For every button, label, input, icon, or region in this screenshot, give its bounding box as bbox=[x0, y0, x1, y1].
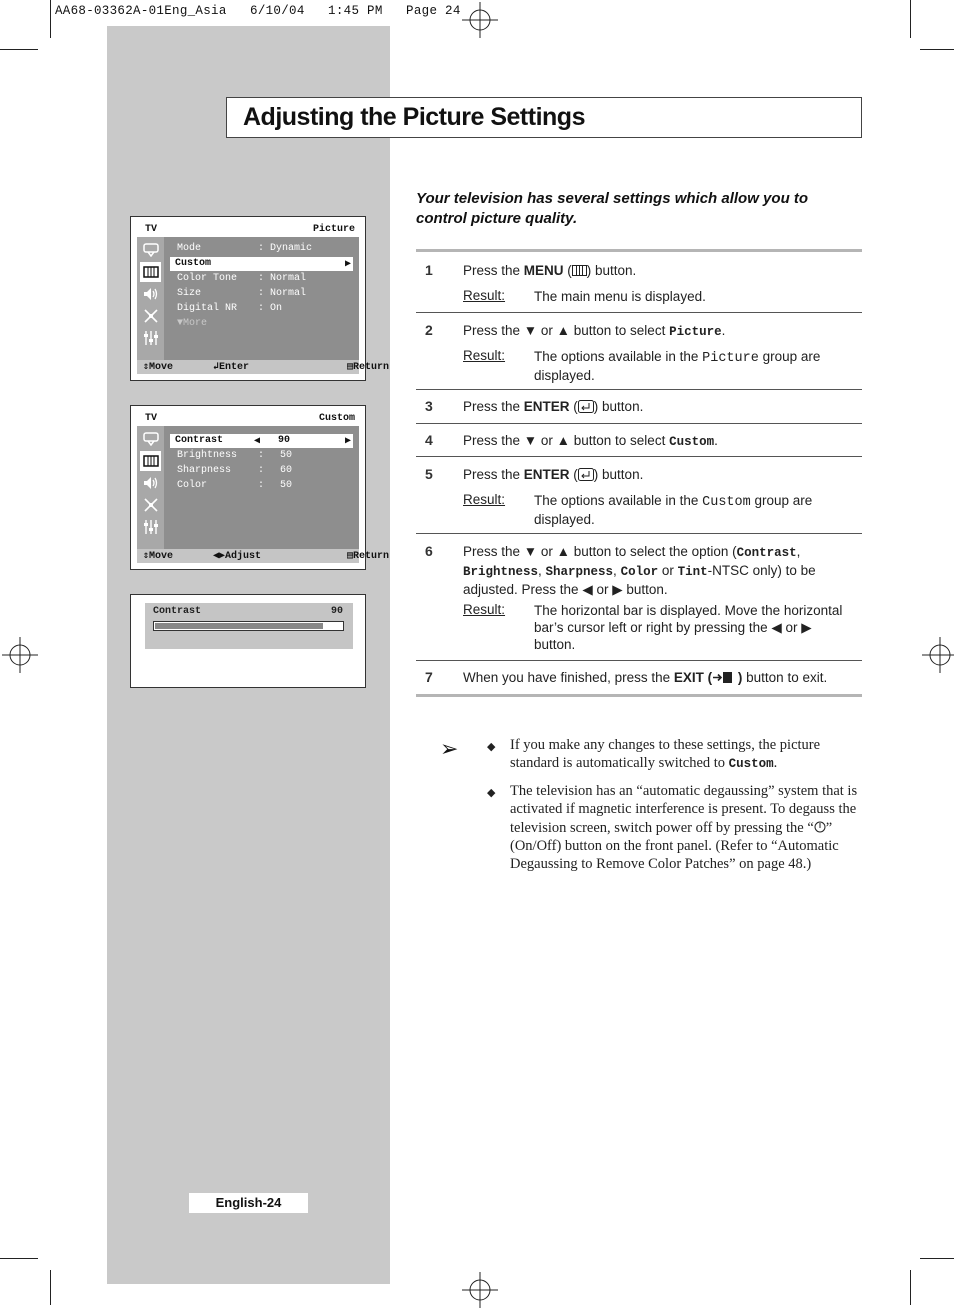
row-divider bbox=[416, 389, 862, 390]
crop-mark bbox=[0, 49, 38, 50]
row-divider bbox=[416, 312, 862, 313]
setup-icon bbox=[140, 328, 161, 348]
menu-icon bbox=[572, 265, 587, 276]
step-number: 6 bbox=[425, 543, 433, 559]
return-hint: ▤ Return bbox=[346, 551, 390, 562]
step-2-text: Press the ▼ or ▲ button to select Picture. bbox=[463, 323, 726, 339]
step-1-result: The main menu is displayed. bbox=[534, 289, 706, 304]
step-5-text: Press the ENTER ( ) button. bbox=[463, 467, 644, 482]
osd-top-left: TV bbox=[145, 413, 158, 424]
step-number: 5 bbox=[425, 466, 433, 482]
right-arrow-icon: ▶ bbox=[344, 259, 351, 270]
step-6-result: The horizontal bar is displayed. Move the horizontal bar’s cursor left or right by pressing the ◀ or ▶ button. bbox=[534, 603, 843, 652]
input-icon bbox=[140, 240, 161, 260]
enter-hint: ↲ Enter bbox=[213, 362, 250, 373]
picture-icon bbox=[140, 262, 161, 282]
note-1: If you make any changes to these settings, the picture standard is automatically switched to Custom. bbox=[510, 737, 821, 772]
page-number: English-24 bbox=[189, 1193, 308, 1213]
osd-row-custom: Custom ▶ bbox=[170, 257, 353, 271]
step-5-result: The options available in the Custom group are displayed. bbox=[534, 493, 813, 527]
right-arrow-icon: ▶ bbox=[344, 436, 351, 447]
bar-value: 90 bbox=[330, 606, 343, 617]
move-hint: ⇕ Move bbox=[143, 551, 174, 562]
bar-label: Contrast bbox=[153, 606, 202, 617]
osd-row-size: Size : Normal bbox=[177, 288, 307, 299]
input-icon bbox=[140, 429, 161, 449]
move-hint: ⇕ Move bbox=[143, 362, 174, 373]
diamond-bullet-icon: ◆ bbox=[487, 741, 496, 753]
crop-mark bbox=[50, 0, 51, 38]
step-6-text: Press the ▼ or ▲ button to select the option (Contrast, Brightness, Sharpness, Color or Tint-NTSC only) to be adjusted. Press the ◀ or ▶ button. bbox=[463, 544, 816, 597]
print-header: AA68-03362A-01Eng_Asia 6/10/04 1:45 PM Page 24 bbox=[55, 4, 461, 18]
exit-icon bbox=[712, 671, 734, 684]
sound-icon bbox=[140, 284, 161, 304]
osd-row-brightness: Brightness : 50 bbox=[177, 450, 293, 461]
row-divider bbox=[416, 456, 862, 457]
step-2-result: The options available in the Picture group are displayed. bbox=[534, 349, 821, 383]
osd-row-sharpness: Sharpness : 60 bbox=[177, 465, 293, 476]
result-label: Result: bbox=[463, 348, 506, 363]
crop-mark bbox=[910, 0, 911, 38]
step-number: 2 bbox=[425, 322, 433, 338]
osd-contrast-bar bbox=[130, 594, 366, 688]
step-1-text: Press the MENU ( ) button. bbox=[463, 263, 637, 278]
osd-row-more: ▼More bbox=[177, 318, 208, 329]
crop-mark bbox=[910, 1270, 911, 1305]
crop-mark bbox=[920, 49, 954, 50]
crop-mark bbox=[50, 1270, 51, 1305]
enter-icon bbox=[578, 468, 594, 481]
step-3-text: Press the ENTER ( ) button. bbox=[463, 399, 644, 414]
osd-row-mode: Mode : Dynamic bbox=[177, 243, 313, 254]
osd-top-right: Picture bbox=[312, 224, 355, 235]
osd-top-right: Custom bbox=[318, 413, 355, 424]
crop-mark bbox=[920, 1258, 954, 1259]
result-label: Result: bbox=[463, 288, 506, 303]
picture-icon bbox=[140, 451, 161, 471]
page-title: Adjusting the Picture Settings bbox=[243, 103, 585, 131]
result-label: Result: bbox=[463, 492, 506, 507]
osd-custom-menu bbox=[130, 405, 390, 570]
step-number: 7 bbox=[425, 669, 433, 685]
intro-text: Your television has several settings which allow you to control picture quality. bbox=[416, 190, 809, 227]
title-box bbox=[226, 97, 862, 138]
enter-icon bbox=[578, 400, 594, 413]
channel-icon bbox=[140, 306, 161, 326]
registration-mark bbox=[462, 1272, 498, 1308]
setup-icon bbox=[140, 517, 161, 537]
osd-picture-menu bbox=[130, 216, 390, 381]
row-divider bbox=[416, 533, 862, 534]
adjust-hint: ◀▶ Adjust bbox=[213, 551, 262, 562]
osd-row-color-tone: Color Tone : Normal bbox=[177, 273, 307, 284]
left-arrow-icon: ◀ bbox=[254, 436, 261, 447]
registration-mark bbox=[2, 637, 38, 673]
sound-icon bbox=[140, 473, 161, 493]
osd-row-digital-nr: Digital NR : On bbox=[177, 303, 283, 314]
note-2: The television has an “automatic degaussing” system that is activated if magnetic interference is present. To degauss the television screen, switch power off by pressing the “ ” (On/Off) button on the front panel. (Refer to “Automatic Degaussing to Remove Color Patches” on page 48.) bbox=[510, 783, 858, 873]
bar-fill bbox=[155, 623, 323, 629]
osd-top-left: TV bbox=[145, 224, 158, 235]
table-top-rule bbox=[416, 249, 862, 252]
registration-mark bbox=[462, 2, 498, 38]
channel-icon bbox=[140, 495, 161, 515]
step-4-text: Press the ▼ or ▲ button to select Custom. bbox=[463, 433, 718, 449]
crop-mark bbox=[0, 1258, 38, 1259]
return-hint: ▤ Return bbox=[346, 362, 390, 373]
row-divider bbox=[416, 660, 862, 661]
power-icon bbox=[814, 821, 826, 833]
bar-track bbox=[153, 621, 344, 631]
step-number: 3 bbox=[425, 398, 433, 414]
osd-row-contrast: Contrast ◀ 90 ▶ bbox=[170, 434, 353, 448]
step-number: 1 bbox=[425, 262, 433, 278]
osd-row-color: Color : 50 bbox=[177, 480, 293, 491]
step-number: 4 bbox=[425, 432, 433, 448]
table-bottom-rule bbox=[416, 694, 862, 697]
note-arrow-icon: ➢ bbox=[440, 736, 459, 761]
diamond-bullet-icon: ◆ bbox=[487, 787, 496, 799]
step-7-text: When you have finished, press the EXIT ( ) button to exit. bbox=[463, 670, 828, 685]
registration-mark bbox=[922, 637, 954, 673]
result-label: Result: bbox=[463, 602, 506, 617]
row-divider bbox=[416, 423, 862, 424]
